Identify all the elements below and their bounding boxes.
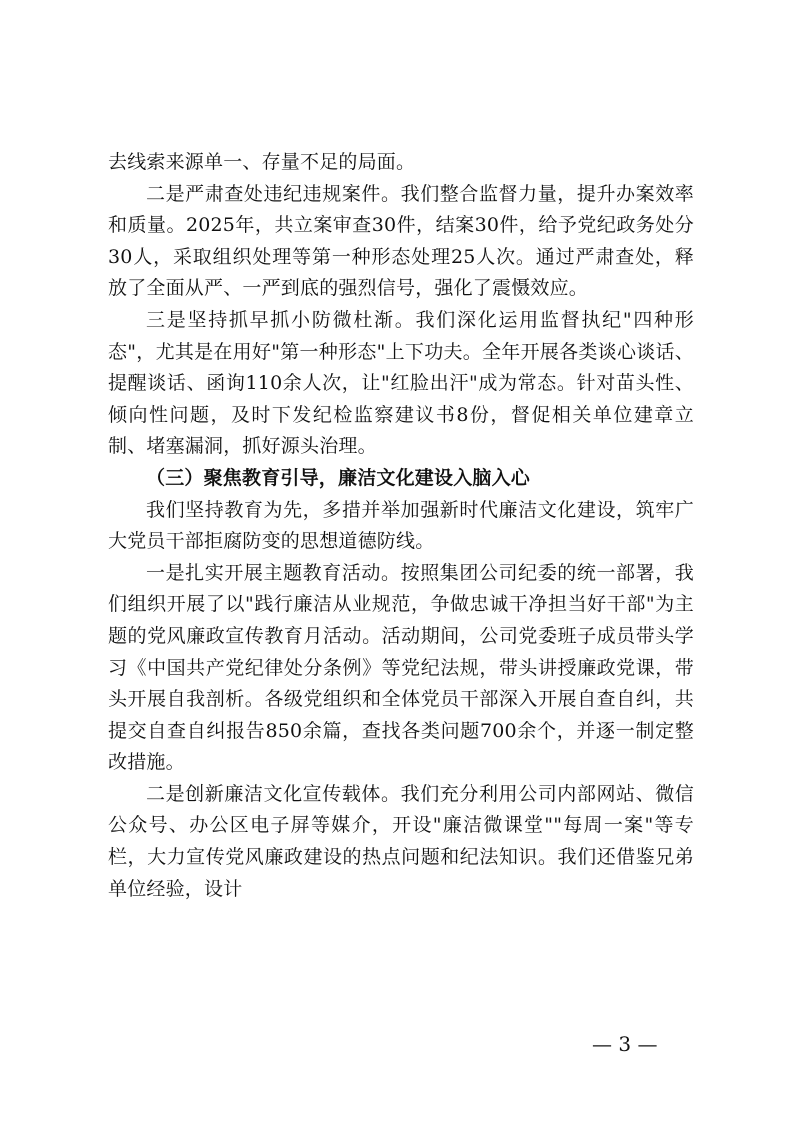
- section-heading-education: （三）聚焦教育引导，廉洁文化建设入脑入心: [146, 466, 531, 489]
- paragraph-case-handling: 二是严肃查处违纪违规案件。我们整合监督力量，提升办案效率和质量。2025年，共立案审查30件，结案30件，给予党纪政务处分30人，采取组织处理等第一种形态处理25人次。通过严肃查处，释放了全面从严、一严到底的强烈信号，强化了震慑效应。: [108, 182, 694, 300]
- paragraph-theme-activities: 一是扎实开展主题教育活动。按照集团公司纪委的统一部署，我们组织开展了以"践行廉洁从业规范，争做忠诚干净担当好干部"为主题的党风廉政宣传教育月活动。活动期间，公司党委班子成员带头学习《中国共产党纪律处分条例》等党纪法规，带头讲授廉政党课，带头开展自我剖析。各级党组织和全体党员干部深入开展自查自纠，共提交自查自纠报告850余篇，查找各类问题700余个，并逐一制定整改措施。: [108, 561, 694, 774]
- page-number: — 3 —: [592, 1032, 658, 1056]
- paragraph-education-intro: 我们坚持教育为先，多措并举加强新时代廉洁文化建设，筑牢广大党员干部拒腐防变的思想道德防线。: [108, 498, 694, 553]
- paragraph-early-prevention: 三是坚持抓早抓小防微杜渐。我们深化运用监督执纪"四种形态"，尤其是在用好"第一种形态"上下功夫。全年开展各类谈心谈话、提醒谈话、函询110余人次，让"红脸出汗"成为常态。针对苗头性、倾向性问题，及时下发纪检监察建议书8份，督促相关单位建章立制、堵塞漏洞，抓好源头治理。: [108, 308, 694, 458]
- paragraph-publicity-channels: 二是创新廉洁文化宣传载体。我们充分利用公司内部网站、微信公众号、办公区电子屏等媒介，开设"廉洁微课堂""每周一案"等专栏，大力宣传党风廉政建设的热点问题和纪法知识。我们还借鉴兄弟单位经验，设计: [108, 782, 694, 900]
- body-text: [108, 147, 694, 905]
- paragraph-continuation: 去线索来源单一、存量不足的局面。: [108, 151, 416, 173]
